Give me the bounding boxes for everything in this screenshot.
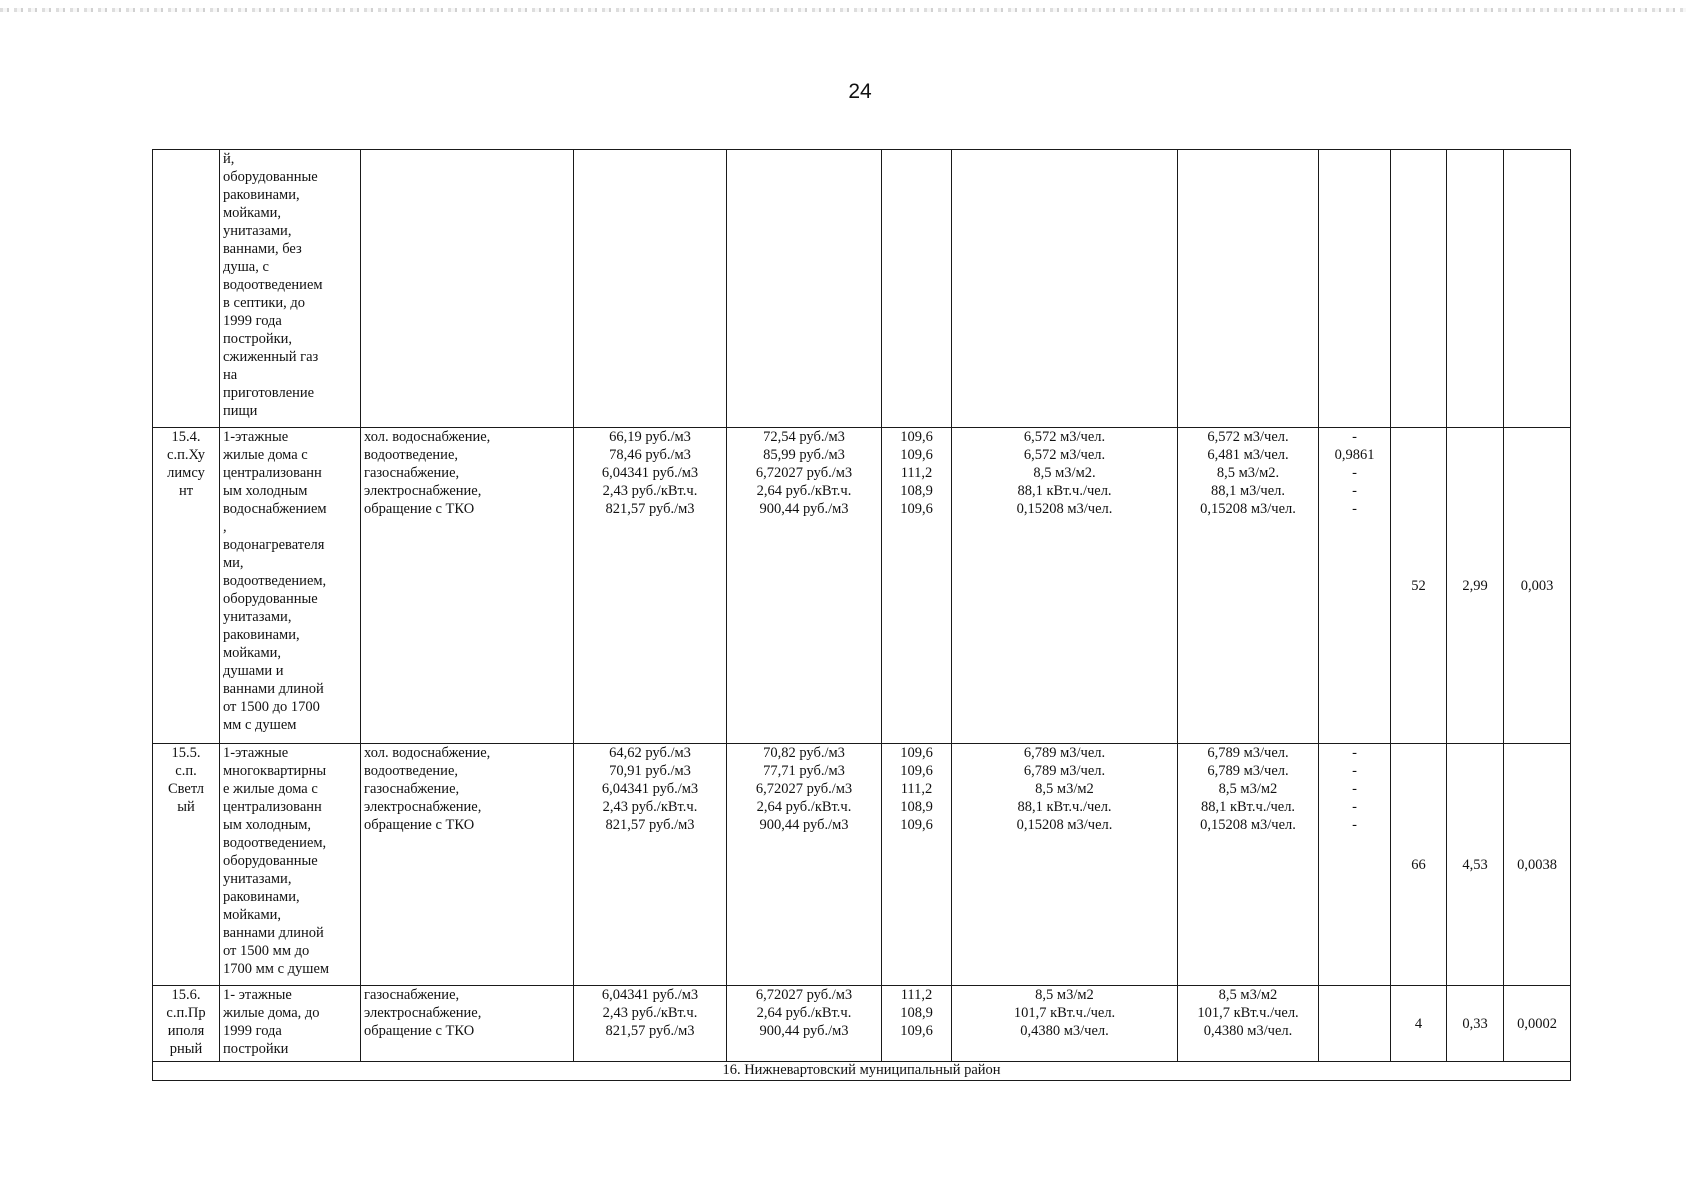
- cell-line: 101,7 кВт.ч./чел.: [1197, 1005, 1299, 1021]
- cell-line: 0,15208 м3/чел.: [1016, 501, 1113, 517]
- table-row: [153, 150, 1571, 428]
- cell-tariff-2022: [574, 150, 727, 428]
- section-footer-row: [153, 1062, 1571, 1081]
- cell-line: мойками,: [223, 645, 282, 661]
- cell-services: [361, 986, 574, 1062]
- cell-line: 0,15208 м3/чел.: [1200, 817, 1296, 833]
- cell-line: рный: [169, 1041, 203, 1057]
- cell-line: 109,6: [900, 447, 933, 463]
- cell-amount: [1447, 150, 1504, 428]
- cell-line: на: [223, 367, 238, 383]
- cell-norm-applied: [1178, 150, 1319, 428]
- section-footer: 16. Нижневартовский муниципальный район: [153, 1062, 1571, 1081]
- cell-line: ваннами, без: [223, 241, 302, 257]
- cell-line: унитазами,: [223, 871, 292, 887]
- cell-index: [882, 744, 952, 986]
- cell-line: 1999 года: [223, 313, 282, 329]
- cell-tariff-2023: [727, 744, 882, 986]
- cell-line: газоснабжение,: [364, 781, 460, 797]
- cell-description: [220, 986, 361, 1062]
- cell-line: -: [1352, 763, 1357, 779]
- cell-tariff-2023: [727, 150, 882, 428]
- cell-line: 66,19 руб./м3: [609, 429, 691, 445]
- cell-line: 109,6: [900, 1023, 933, 1039]
- cell-line: жилые дома, до: [223, 1005, 320, 1021]
- cell-line: -: [1352, 799, 1357, 815]
- cell-line: 0,15208 м3/чел.: [1200, 501, 1296, 517]
- cell-line: централизованн: [223, 799, 322, 815]
- cell-line: электроснабжение,: [364, 799, 482, 815]
- page-number: 24: [848, 80, 872, 103]
- cell-tariff-2023: [727, 428, 882, 744]
- cell-line: 72,54 руб./м3: [763, 429, 845, 445]
- cell-line: 2,64 руб./кВт.ч.: [756, 799, 852, 815]
- cell-index: [882, 428, 952, 744]
- cell-line: 0,9861: [1334, 447, 1375, 463]
- cell-norm-applied: [1178, 744, 1319, 986]
- cell-line: 8,5 м3/м2: [1035, 987, 1094, 1003]
- cell-line: -: [1352, 429, 1357, 445]
- cell-line: 6,572 м3/чел.: [1207, 429, 1289, 445]
- cell-share: [1504, 150, 1571, 428]
- cell-tariff-2022: [574, 428, 727, 744]
- cell-line: 6,72027 руб./м3: [755, 987, 853, 1003]
- cell-line: 15.4.: [171, 429, 201, 445]
- table-row: [153, 428, 1571, 744]
- cell-line: водоснабжением: [223, 501, 327, 517]
- cell-description: [220, 150, 361, 428]
- cell-line: сжиженный газ: [223, 349, 319, 365]
- cell-line: 2,64 руб./кВт.ч.: [756, 1005, 852, 1021]
- cell-id: [153, 150, 220, 428]
- cell-description: [220, 428, 361, 744]
- cell-line: ваннами длиной: [223, 925, 324, 941]
- cell-line: 88,1 кВт.ч./чел.: [1200, 799, 1296, 815]
- cell-share: 0,003: [1504, 428, 1571, 744]
- cell-count: 66: [1391, 744, 1447, 986]
- cell-line: раковинами,: [223, 187, 300, 203]
- cell-line: 8,5 м3/м2.: [1033, 465, 1096, 481]
- cell-line: 108,9: [900, 483, 933, 499]
- cell-line: 6,72027 руб./м3: [755, 465, 853, 481]
- cell-line: душами и: [223, 663, 284, 679]
- cell-norm-applied: [1178, 986, 1319, 1062]
- cell-line: раковинами,: [223, 889, 300, 905]
- cell-services: [361, 150, 574, 428]
- cell-line: 6,04341 руб./м3: [601, 987, 699, 1003]
- cell-line: 1999 года: [223, 1023, 282, 1039]
- cell-line: от 1500 до 1700: [223, 699, 320, 715]
- cell-line: 6,04341 руб./м3: [601, 781, 699, 797]
- cell-line: 8,5 м3/м2: [1035, 781, 1094, 797]
- cell-share: 0,0038: [1504, 744, 1571, 986]
- cell-coef: [1319, 744, 1391, 986]
- cell-tariff-2023: [727, 986, 882, 1062]
- cell-line: водоотведение,: [364, 447, 459, 463]
- cell-line: е жилые дома с: [223, 781, 318, 797]
- cell-line: 6,72027 руб./м3: [755, 781, 853, 797]
- cell-line: водоотведением,: [223, 573, 327, 589]
- cell-line: электроснабжение,: [364, 1005, 482, 1021]
- cell-line: 821,57 руб./м3: [605, 501, 695, 517]
- cell-tariff-2022: [574, 986, 727, 1062]
- cell-index: [882, 150, 952, 428]
- cell-line: 900,44 руб./м3: [759, 1023, 849, 1039]
- cell-line: пищи: [223, 403, 258, 419]
- cell-line: газоснабжение,: [364, 465, 460, 481]
- cell-line: 821,57 руб./м3: [605, 1023, 695, 1039]
- cell-line: й,: [223, 151, 235, 167]
- table-row: [153, 986, 1571, 1062]
- cell-index: [882, 986, 952, 1062]
- cell-line: в септики, до: [223, 295, 306, 311]
- cell-line: 70,91 руб./м3: [609, 763, 691, 779]
- cell-line: ,: [223, 519, 227, 535]
- cell-line: 1700 мм с душем: [223, 961, 330, 977]
- cell-line: 109,6: [900, 501, 933, 517]
- cell-line: 6,789 м3/чел.: [1207, 745, 1289, 761]
- cell-line: водоотведение,: [364, 763, 459, 779]
- cell-line: Светл: [167, 781, 205, 797]
- cell-line: водонагревателя: [223, 537, 325, 553]
- cell-line: -: [1352, 781, 1357, 797]
- cell-services: [361, 744, 574, 986]
- cell-line: 900,44 руб./м3: [759, 817, 849, 833]
- cell-line: 6,789 м3/чел.: [1023, 763, 1106, 779]
- cell-line: 0,4380 м3/чел.: [1020, 1023, 1109, 1039]
- cell-line: 2,64 руб./кВт.ч.: [756, 483, 852, 499]
- cell-line: оборудованные: [223, 853, 318, 869]
- cell-id: [153, 744, 220, 986]
- cell-line: 70,82 руб./м3: [763, 745, 845, 761]
- table-row: [153, 744, 1571, 986]
- cell-line: нт: [178, 483, 194, 499]
- cell-line: 78,46 руб./м3: [609, 447, 691, 463]
- cell-norm-applied: [1178, 428, 1319, 744]
- cell-line: постройки: [223, 1041, 289, 1057]
- cell-line: хол. водоснабжение,: [364, 429, 491, 445]
- cell-line: душа, с: [223, 259, 269, 275]
- cell-line: унитазами,: [223, 609, 292, 625]
- cell-line: 8,5 м3/м2: [1218, 987, 1278, 1003]
- cell-line: с.п.: [175, 763, 197, 779]
- cell-line: 101,7 кВт.ч./чел.: [1013, 1005, 1116, 1021]
- cell-line: 88,1 кВт.ч./чел.: [1017, 799, 1112, 815]
- cell-line: 821,57 руб./м3: [605, 817, 695, 833]
- cell-line: 2,43 руб./кВт.ч.: [602, 1005, 698, 1021]
- cell-line: 1-этажные: [223, 745, 289, 761]
- cell-amount: 2,99: [1447, 428, 1504, 744]
- cell-line: 15.6.: [171, 987, 201, 1003]
- cell-norm-standard: [952, 986, 1178, 1062]
- cell-line: электроснабжение,: [364, 483, 482, 499]
- cell-line: обращение с ТКО: [364, 817, 475, 833]
- cell-line: 108,9: [900, 1005, 933, 1021]
- cell-norm-standard: [952, 744, 1178, 986]
- cell-line: 88,1 м3/чел.: [1210, 483, 1286, 499]
- cell-line: ми,: [223, 555, 244, 571]
- cell-line: 6,789 м3/чел.: [1207, 763, 1289, 779]
- cell-line: газоснабжение,: [364, 987, 460, 1003]
- cell-line: 6,04341 руб./м3: [601, 465, 699, 481]
- cell-id: [153, 428, 220, 744]
- cell-line: 109,6: [900, 817, 933, 833]
- cell-line: приготовление: [223, 385, 315, 401]
- cell-amount: 4,53: [1447, 744, 1504, 986]
- cell-description: [220, 744, 361, 986]
- cell-line: с.п.Пр: [166, 1005, 206, 1021]
- cell-line: 1- этажные: [223, 987, 292, 1003]
- cell-count: [1391, 150, 1447, 428]
- cell-line: 0,4380 м3/чел.: [1203, 1023, 1293, 1039]
- cell-line: 1-этажные: [223, 429, 289, 445]
- cell-norm-standard: [952, 428, 1178, 744]
- cell-line: -: [1352, 817, 1357, 833]
- cell-line: от 1500 мм до: [223, 943, 310, 959]
- cell-coef: [1319, 986, 1391, 1062]
- cell-line: обращение с ТКО: [364, 501, 475, 517]
- cell-line: водоотведением: [223, 277, 323, 293]
- cell-line: мойками,: [223, 907, 282, 923]
- cell-line: с.п.Ху: [167, 447, 205, 463]
- cell-line: 15.5.: [171, 745, 201, 761]
- cell-coef: [1319, 150, 1391, 428]
- cell-line: раковинами,: [223, 627, 300, 643]
- cell-line: 6,572 м3/чел.: [1023, 429, 1106, 445]
- cell-count: 52: [1391, 428, 1447, 744]
- cell-line: 111,2: [900, 465, 933, 481]
- cell-line: 109,6: [900, 745, 933, 761]
- cell-line: 88,1 кВт.ч./чел.: [1017, 483, 1112, 499]
- cell-line: 900,44 руб./м3: [759, 501, 849, 517]
- cell-id: [153, 986, 220, 1062]
- cell-amount: 0,33: [1447, 986, 1504, 1062]
- cell-line: 108,9: [900, 799, 933, 815]
- cell-line: ый: [177, 799, 195, 815]
- cell-line: 111,2: [900, 987, 933, 1003]
- cell-line: ым холодным,: [223, 817, 312, 833]
- cell-line: многоквартирны: [223, 763, 327, 779]
- cell-line: 6,481 м3/чел.: [1207, 447, 1289, 463]
- cell-line: иполя: [167, 1023, 205, 1039]
- cell-line: 64,62 руб./м3: [609, 745, 691, 761]
- cell-line: 0,15208 м3/чел.: [1016, 817, 1113, 833]
- cell-line: 6,572 м3/чел.: [1023, 447, 1106, 463]
- cell-line: -: [1352, 465, 1357, 481]
- cell-norm-standard: [952, 150, 1178, 428]
- cell-line: мм с душем: [223, 717, 297, 733]
- cell-line: 109,6: [900, 429, 933, 445]
- cell-line: -: [1352, 483, 1357, 499]
- cell-line: -: [1352, 501, 1357, 517]
- cell-line: жилые дома с: [223, 447, 308, 463]
- cell-line: 111,2: [900, 781, 933, 797]
- cell-line: централизованн: [223, 465, 322, 481]
- scan-artifact-line: [0, 8, 1686, 12]
- cell-services: [361, 428, 574, 744]
- cell-count: 4: [1391, 986, 1447, 1062]
- cell-line: -: [1352, 745, 1357, 761]
- tariff-table: [152, 149, 1571, 1081]
- cell-line: ваннами длиной: [223, 681, 324, 697]
- cell-line: оборудованные: [223, 591, 318, 607]
- cell-line: постройки,: [223, 331, 293, 347]
- cell-coef: [1319, 428, 1391, 744]
- cell-tariff-2022: [574, 744, 727, 986]
- cell-line: 8,5 м3/м2.: [1216, 465, 1280, 481]
- cell-share: 0,0002: [1504, 986, 1571, 1062]
- cell-line: водоотведением,: [223, 835, 327, 851]
- cell-line: 2,43 руб./кВт.ч.: [602, 483, 698, 499]
- cell-line: оборудованные: [223, 169, 318, 185]
- cell-line: лимсу: [167, 465, 205, 481]
- cell-line: хол. водоснабжение,: [364, 745, 491, 761]
- cell-line: 6,789 м3/чел.: [1023, 745, 1106, 761]
- cell-line: унитазами,: [223, 223, 292, 239]
- cell-line: 77,71 руб./м3: [763, 763, 845, 779]
- cell-line: ым холодным: [223, 483, 308, 499]
- cell-line: 8,5 м3/м2: [1218, 781, 1278, 797]
- cell-line: 85,99 руб./м3: [763, 447, 845, 463]
- cell-line: обращение с ТКО: [364, 1023, 475, 1039]
- cell-line: мойками,: [223, 205, 282, 221]
- cell-line: 2,43 руб./кВт.ч.: [602, 799, 698, 815]
- cell-line: 109,6: [900, 763, 933, 779]
